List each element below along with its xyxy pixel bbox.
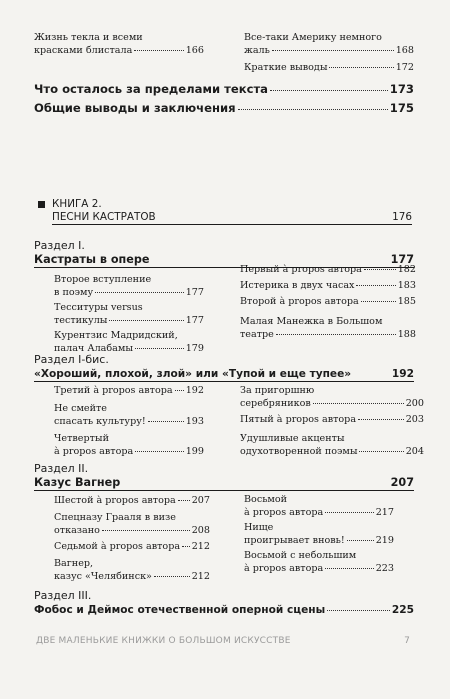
entry-line: серебряников <box>240 397 311 409</box>
page-number: 217 <box>375 506 394 518</box>
dot-leader <box>359 451 403 452</box>
page-number: 193 <box>185 415 204 427</box>
entry-line: Все-таки Америку немного <box>244 32 382 43</box>
entry-line: Восьмой <box>244 494 288 505</box>
toc-major-entry <box>34 82 414 97</box>
dot-leader <box>182 546 190 547</box>
toc-entry <box>54 433 204 458</box>
page-number: 212 <box>191 541 210 552</box>
page-number: 208 <box>191 524 210 536</box>
entry-line: Тесситуры versus <box>54 302 143 313</box>
toc-entry <box>54 274 204 299</box>
toc-entry <box>240 385 424 410</box>
entry-line: Второе вступление <box>54 274 152 285</box>
toc-major-entry <box>34 101 414 116</box>
entry-line: à propos автора <box>244 506 324 518</box>
entry-line: отказано <box>54 524 100 536</box>
entry-line: проигрывает вновь! <box>244 534 345 546</box>
dot-leader <box>358 419 404 420</box>
toc-entry <box>240 414 424 427</box>
section-title: Фобос и Деймос отечественной оперной сцены <box>34 604 326 616</box>
page-number: 166 <box>185 44 204 56</box>
dot-leader <box>276 334 396 335</box>
section-heading <box>34 476 414 491</box>
book-number: КНИГА 2. <box>52 198 102 210</box>
entry-line: Первый à propos автора <box>240 264 362 275</box>
entry-line: палач Алабамы <box>54 342 133 354</box>
toc-entry <box>244 522 394 547</box>
toc-entry <box>240 280 416 293</box>
entry-line: Шестой à propos автора <box>54 495 176 506</box>
toc-entry <box>240 264 416 277</box>
page-number: 200 <box>405 397 424 409</box>
dot-leader <box>329 67 393 68</box>
dot-leader <box>178 500 190 501</box>
entry-line: Второй à propos автора <box>240 296 359 307</box>
entry-line: Восьмой с небольшим <box>244 550 357 561</box>
toc-entry <box>54 495 210 508</box>
toc-entry <box>244 550 394 575</box>
section-label: Раздел III. <box>34 589 92 602</box>
toc-entry <box>244 62 414 75</box>
dot-leader <box>102 530 190 531</box>
entry-title: Что осталось за пределами текста <box>34 82 268 96</box>
page-number: 168 <box>395 44 414 56</box>
running-footer <box>36 636 410 646</box>
dot-leader <box>154 576 190 577</box>
entry-line: Не смейте <box>54 403 107 414</box>
page-number: 173 <box>389 82 414 96</box>
toc-entry <box>240 433 424 458</box>
section-title: Кастраты в опере <box>34 253 150 266</box>
toc-entry <box>54 512 210 537</box>
dot-leader <box>364 269 396 270</box>
page-number: 219 <box>375 534 394 546</box>
entry-line: Жизнь текла и всеми <box>34 32 143 43</box>
dot-leader <box>135 348 184 349</box>
page-number: 225 <box>391 604 414 616</box>
page-number: 177 <box>390 253 414 266</box>
dot-leader <box>135 451 183 452</box>
entry-line: спасать культуру! <box>54 415 146 427</box>
dot-leader <box>272 50 394 51</box>
entry-line: Краткие выводы <box>244 62 328 73</box>
page-number: 192 <box>391 368 414 380</box>
section-title: Казус Вагнер <box>34 476 121 489</box>
entry-line: Четвертый <box>54 433 109 444</box>
entry-line: Курентзис Мадридский, <box>54 330 178 341</box>
page-number: 177 <box>185 286 204 298</box>
entry-line: à propos автора <box>54 445 134 457</box>
entry-line: Истерика в двух часах <box>240 280 355 291</box>
entry-line: Малая Манежка в Большом <box>240 316 383 327</box>
entry-line: театре <box>240 328 274 340</box>
book-title: ПЕСНИ КАСТРАТОВ <box>52 211 156 223</box>
page-number: 212 <box>191 570 210 582</box>
dot-leader <box>109 320 183 321</box>
page-number: 185 <box>397 296 416 307</box>
section-label: Раздел II. <box>34 462 89 475</box>
entry-line: красками блистала <box>34 44 133 56</box>
toc-entry <box>54 403 204 428</box>
entry-line: казус «Челябинск» <box>54 570 152 582</box>
entry-line: Седьмой à propos автора <box>54 541 181 552</box>
entry-line: Пятый à propos автора <box>240 414 357 425</box>
entry-line: одухотворенной поэмы <box>240 445 358 457</box>
section-heading <box>34 367 414 382</box>
section-label: Раздел I-бис. <box>34 353 109 366</box>
book-heading <box>52 198 412 225</box>
page-number: 172 <box>395 62 414 73</box>
toc-entry <box>244 494 394 519</box>
toc-entry <box>240 316 416 341</box>
page-number: 199 <box>185 445 204 457</box>
toc-entry <box>34 32 204 57</box>
toc-entry <box>54 385 204 398</box>
toc-entry <box>54 558 210 583</box>
entry-line: тестикулы <box>54 314 108 326</box>
bullet-square-icon <box>38 201 45 208</box>
toc-entry <box>240 296 416 309</box>
entry-line: à propos автора <box>244 562 324 574</box>
dot-leader <box>134 50 183 51</box>
dot-leader <box>356 285 395 286</box>
dot-leader <box>270 90 388 91</box>
page-number: 176 <box>392 211 412 223</box>
dot-leader <box>361 301 396 302</box>
dot-leader <box>327 610 390 611</box>
entry-line: Нище <box>244 522 274 533</box>
section-title: «Хороший, плохой, злой» или «Тупой и еще тупее» <box>34 368 352 380</box>
dot-leader <box>238 109 388 110</box>
running-title: ДВЕ МАЛЕНЬКИЕ КНИЖКИ О БОЛЬШОМ ИСКУССТВЕ <box>36 636 291 646</box>
section-heading <box>34 603 414 617</box>
page-number: 223 <box>375 562 394 574</box>
dot-leader <box>175 390 184 391</box>
entry-line: За пригоршню <box>240 385 315 396</box>
page-number: 175 <box>389 101 414 115</box>
dot-leader <box>95 292 184 293</box>
page-number: 177 <box>185 314 204 326</box>
dot-leader <box>347 540 374 541</box>
toc-entry <box>54 330 204 355</box>
entry-line: Спецназу Грааля в визе <box>54 512 176 523</box>
page-number: 179 <box>185 342 204 354</box>
page-number: 192 <box>185 385 204 396</box>
page-number: 183 <box>397 280 416 291</box>
entry-title: Общие выводы и заключения <box>34 101 236 115</box>
page-number: 182 <box>397 264 416 275</box>
entry-line: в поэму <box>54 286 94 298</box>
toc-entry <box>54 541 210 554</box>
dot-leader <box>148 421 184 422</box>
entry-line: Вагнер, <box>54 558 94 569</box>
entry-line: жаль <box>244 44 270 56</box>
dot-leader <box>325 568 373 569</box>
toc-entry <box>244 32 414 57</box>
toc-entry <box>54 302 204 327</box>
entry-line: Удушливые акценты <box>240 433 345 444</box>
dot-leader <box>313 403 404 404</box>
page-number: 207 <box>390 476 414 489</box>
page-number: 207 <box>191 495 210 506</box>
folio: 7 <box>404 636 410 646</box>
section-label: Раздел I. <box>34 239 85 252</box>
page-number: 203 <box>405 414 424 425</box>
dot-leader <box>325 512 373 513</box>
entry-line: Третий à propos автора <box>54 385 173 396</box>
page-number: 188 <box>397 328 416 340</box>
page-number: 204 <box>405 445 424 457</box>
